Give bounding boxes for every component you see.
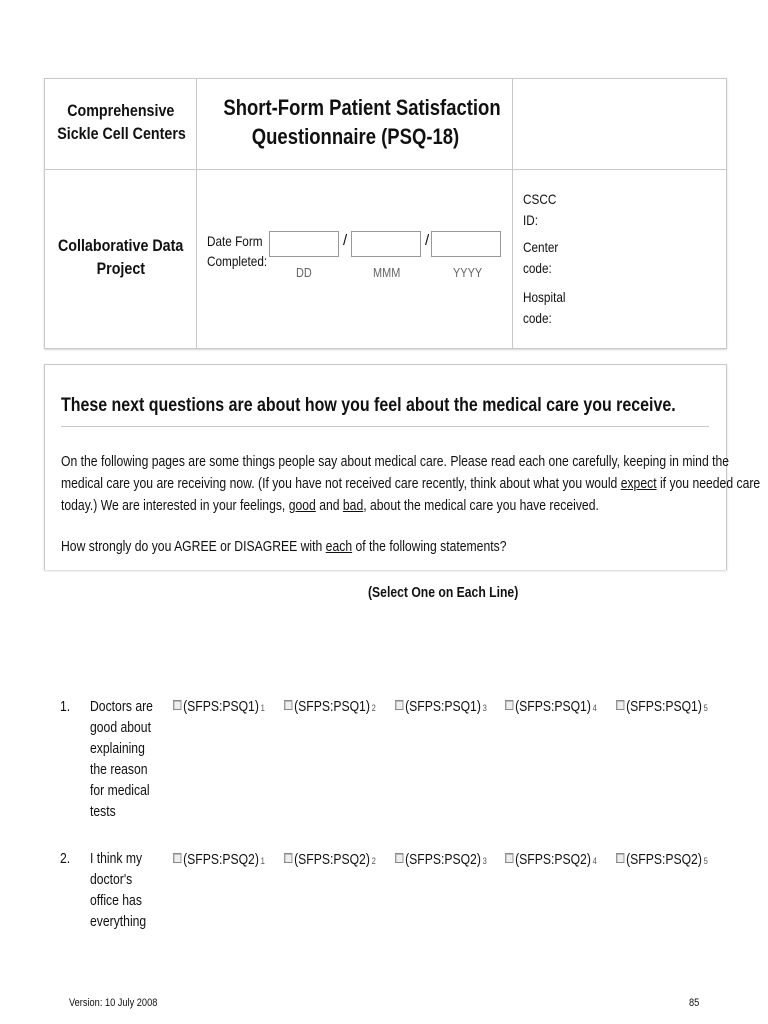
page-number: 85 bbox=[689, 997, 700, 1009]
question-text: I think my doctor's office has everything bbox=[90, 851, 147, 930]
checkbox-icon[interactable] bbox=[173, 853, 181, 863]
answer-option-3[interactable]: (SFPS:PSQ2) 3 bbox=[395, 852, 504, 868]
section-heading: These next questions are about how you feel about the medical care you receive. bbox=[61, 395, 676, 416]
hospital-code-label: Hospital code: bbox=[523, 289, 566, 326]
project-name: Collaborative Data Project bbox=[57, 236, 184, 278]
form-header-table bbox=[44, 78, 727, 349]
form-title: Short-Form Patient Satisfaction Questionnaire (PSQ-18) bbox=[223, 95, 501, 149]
date-completed-label: Date Form Completed: bbox=[207, 233, 268, 269]
select-instruction: (Select One on Each Line) bbox=[368, 585, 519, 601]
organization-name: Comprehensive Sickle Cell Centers bbox=[57, 101, 186, 143]
answer-option-1[interactable]: (SFPS:PSQ1) 1 bbox=[173, 699, 282, 715]
checkbox-icon[interactable] bbox=[395, 700, 403, 710]
version-label: Version: 10 July 2008 bbox=[69, 997, 158, 1009]
answer-option-1[interactable]: (SFPS:PSQ2) 1 bbox=[173, 852, 282, 868]
instructions-paragraph: On the following pages are some things people say about medical care. Please read each one carefully, keeping in mind the medical care you are receiving now. (If you have not received care recently, think about what you would expect if you needed care today.) We are interested in your feelings, good and bad, about the medical care you have received. bbox=[61, 454, 761, 514]
checkbox-icon[interactable] bbox=[173, 700, 181, 710]
date-separator: / bbox=[425, 232, 430, 249]
date-separator: / bbox=[343, 232, 348, 249]
date-month-field[interactable] bbox=[351, 231, 421, 257]
agree-disagree-prompt: How strongly do you AGREE or DISAGREE with each of the following statements? bbox=[61, 539, 507, 555]
answer-option-2[interactable]: (SFPS:PSQ2) 2 bbox=[284, 852, 393, 868]
answer-option-2[interactable]: (SFPS:PSQ1) 2 bbox=[284, 699, 393, 715]
checkbox-icon[interactable] bbox=[505, 700, 513, 710]
center-code-label: Center code: bbox=[523, 239, 559, 276]
answer-option-5[interactable]: (SFPS:PSQ1) 5 bbox=[616, 699, 725, 715]
checkbox-icon[interactable] bbox=[284, 853, 292, 863]
date-year-field[interactable] bbox=[431, 231, 501, 257]
checkbox-icon[interactable] bbox=[616, 853, 624, 863]
header-divider bbox=[45, 169, 726, 170]
question-text: Doctors are good about explaining the reason for medical tests bbox=[90, 699, 153, 820]
answer-option-4[interactable]: (SFPS:PSQ1) 4 bbox=[505, 699, 614, 715]
checkbox-icon[interactable] bbox=[505, 853, 513, 863]
date-month-hint: MMM bbox=[373, 265, 401, 280]
answer-option-4[interactable]: (SFPS:PSQ2) 4 bbox=[505, 852, 614, 868]
date-day-field[interactable] bbox=[269, 231, 339, 257]
answer-option-5[interactable]: (SFPS:PSQ2) 5 bbox=[616, 852, 725, 868]
answer-option-3[interactable]: (SFPS:PSQ1) 3 bbox=[395, 699, 504, 715]
date-day-hint: DD bbox=[296, 265, 312, 280]
cscc-id-label: CSCC ID: bbox=[523, 191, 557, 228]
date-year-hint: YYYY bbox=[453, 265, 483, 280]
heading-divider bbox=[61, 426, 709, 427]
checkbox-icon[interactable] bbox=[395, 853, 403, 863]
question-number: 1. bbox=[60, 699, 71, 715]
checkbox-icon[interactable] bbox=[284, 700, 292, 710]
instructions-panel bbox=[44, 364, 761, 570]
question-number: 2. bbox=[60, 851, 71, 867]
checkbox-icon[interactable] bbox=[616, 700, 624, 710]
